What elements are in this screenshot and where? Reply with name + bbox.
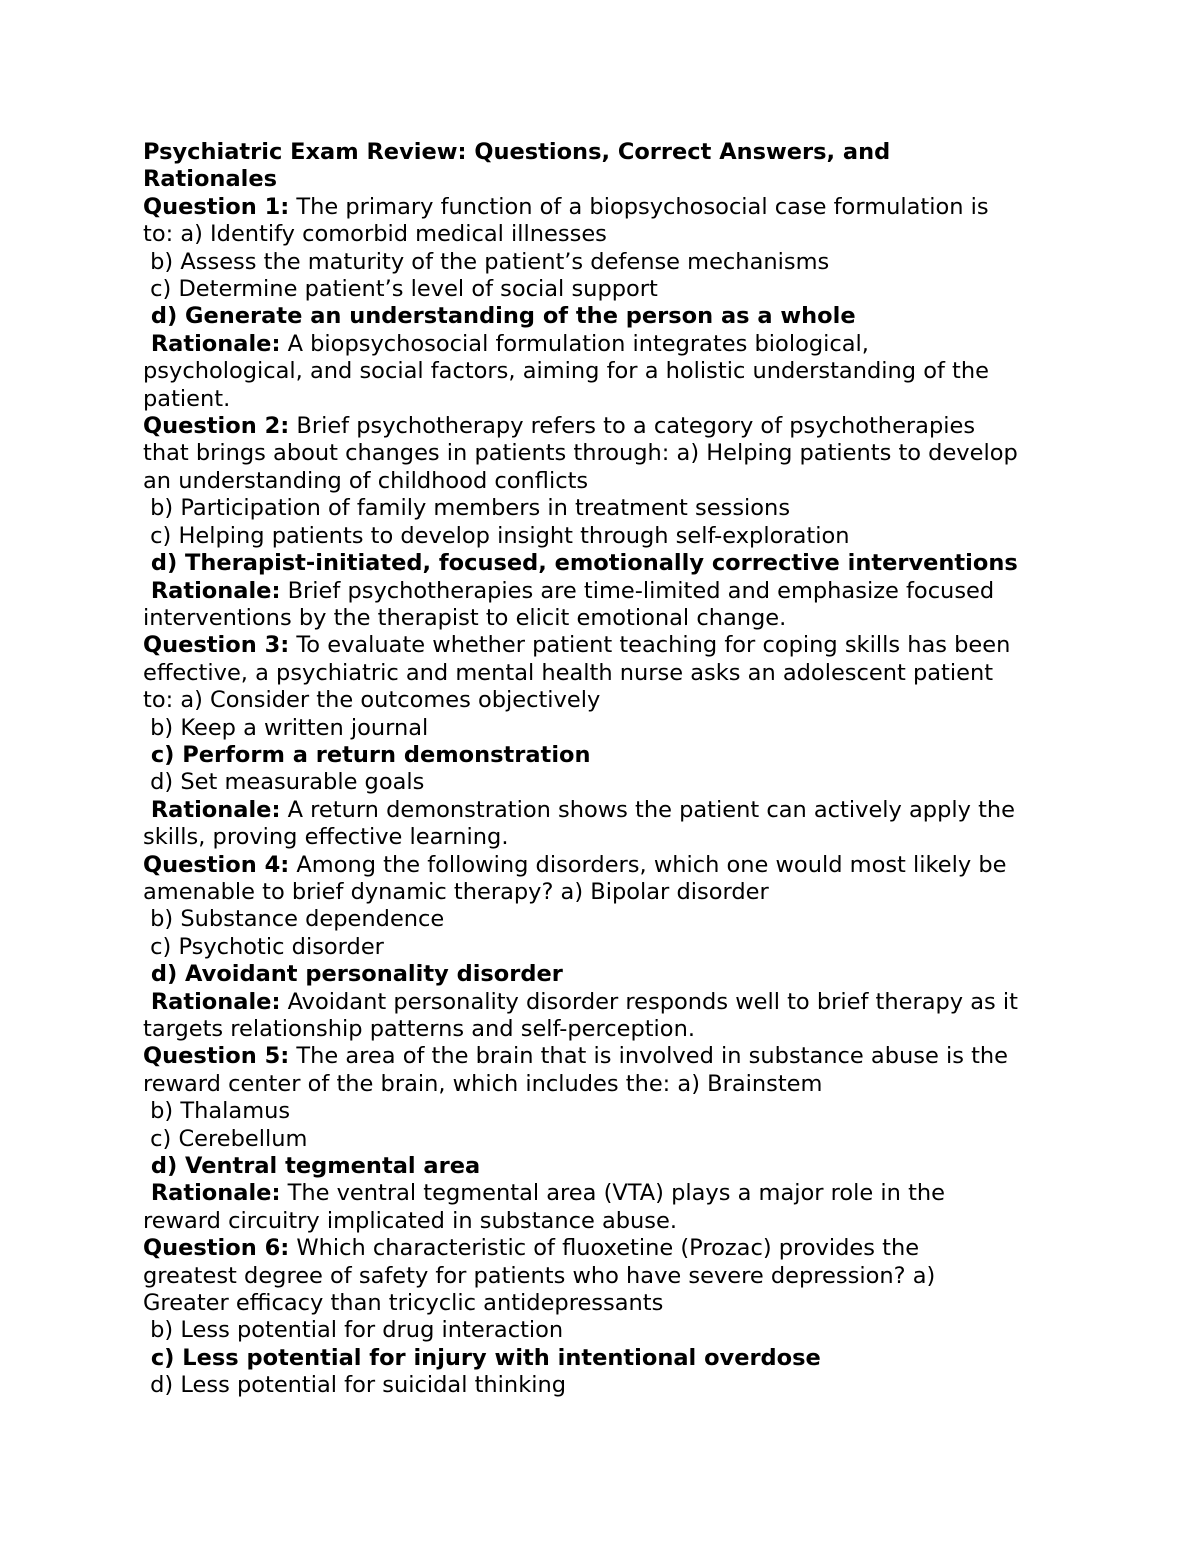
question-stem-line — [143, 852, 1063, 879]
question-block — [143, 194, 1063, 413]
question-stem-text: greatest degree of safety for patients who have severe depression? a) — [143, 1262, 936, 1289]
rationale-line — [143, 824, 1063, 851]
question-label: Question 4: — [143, 851, 290, 878]
rationale-text: A biopsychosocial formulation integrates biological, — [280, 330, 869, 357]
rationale-line — [143, 1180, 1063, 1207]
question-stem-text: Brief psychotherapy refers to a category of psychotherapies — [289, 413, 976, 440]
answer-option: b) Substance dependence — [143, 906, 445, 933]
question-stem-text: The primary function of a biopsychosocial case formulation is — [289, 193, 989, 220]
question-stem-text: amenable to brief dynamic therapy? a) Bipolar disorder — [143, 878, 769, 905]
rationale-label: Rationale: — [143, 988, 281, 1015]
question-block — [143, 1235, 1063, 1399]
question-stem-text: Among the following disorders, which one would most likely be — [289, 851, 1007, 878]
question-stem-text: an understanding of childhood conflicts — [143, 467, 589, 494]
question-stem-line — [143, 413, 1063, 440]
question-stem-text: effective, a psychiatric and mental health nurse asks an adolescent patient — [143, 659, 994, 686]
document-title-line-1: Psychiatric Exam Review: Questions, Correct Answers, and — [143, 139, 891, 165]
question-label: Question 6: — [143, 1235, 290, 1262]
rationale-line — [143, 578, 1063, 605]
rationale-label: Rationale: — [143, 330, 281, 357]
rationale-line — [143, 989, 1063, 1016]
answer-option: b) Less potential for drug interaction — [143, 1317, 564, 1344]
question-stem-line — [143, 1290, 1063, 1317]
document-title-line-2: Rationales — [143, 166, 278, 193]
question-block — [143, 1043, 1063, 1235]
answer-option: c) Cerebellum — [143, 1125, 308, 1152]
question-stem-line — [143, 194, 1063, 221]
question-stem-text: to: a) Identify comorbid medical illnesses — [143, 221, 607, 248]
question-stem-line — [143, 221, 1063, 248]
answer-option: c) Helping patients to develop insight through self-exploration — [143, 522, 850, 549]
rationale-line — [143, 605, 1063, 632]
rationale-label: Rationale: — [143, 796, 281, 823]
rationale-text: The ventral tegmental area (VTA) plays a major role in the — [280, 1180, 946, 1207]
answer-option: b) Keep a written journal — [143, 714, 429, 741]
rationale-line — [143, 386, 1063, 413]
question-stem-line — [143, 1043, 1063, 1070]
question-stem-text: to: a) Consider the outcomes objectively — [143, 687, 601, 714]
question-stem-line — [143, 660, 1063, 687]
rationale-label: Rationale: — [143, 577, 281, 604]
correct-answer-option: c) Less potential for injury with intentional overdose — [143, 1344, 821, 1371]
question-stem-line — [143, 440, 1063, 467]
question-label: Question 1: — [143, 193, 290, 220]
question-list — [143, 194, 1063, 1400]
rationale-text: skills, proving effective learning. — [143, 824, 509, 851]
rationale-line — [143, 1208, 1063, 1235]
question-stem-line — [143, 468, 1063, 495]
correct-answer-option: d) Generate an understanding of the person as a whole — [143, 303, 856, 330]
answer-option: b) Participation of family members in treatment sessions — [143, 495, 791, 522]
rationale-label: Rationale: — [143, 1180, 281, 1207]
question-block — [143, 632, 1063, 851]
rationale-line — [143, 797, 1063, 824]
question-stem-line — [143, 1071, 1063, 1098]
document-page — [143, 139, 1063, 1400]
rationale-text: psychological, and social factors, aiming for a holistic understanding of the — [143, 358, 989, 385]
rationale-line — [143, 358, 1063, 385]
question-label: Question 5: — [143, 1043, 290, 1070]
question-label: Question 2: — [143, 413, 290, 440]
rationale-text: reward circuitry implicated in substance abuse. — [143, 1207, 678, 1234]
answer-option: d) Less potential for suicidal thinking — [143, 1372, 567, 1399]
question-block — [143, 852, 1063, 1044]
correct-answer-option: d) Ventral tegmental area — [143, 1153, 481, 1180]
answer-option: c) Psychotic disorder — [143, 933, 384, 960]
question-stem-text: reward center of the brain, which includes the: a) Brainstem — [143, 1070, 823, 1097]
correct-answer-option: d) Therapist-initiated, focused, emotionally corrective interventions — [143, 550, 1018, 577]
question-stem-line — [143, 879, 1063, 906]
question-stem-line — [143, 687, 1063, 714]
question-stem-line — [143, 1263, 1063, 1290]
rationale-text: patient. — [143, 385, 231, 412]
rationale-text: interventions by the therapist to elicit emotional change. — [143, 604, 787, 631]
rationale-line — [143, 1016, 1063, 1043]
question-block — [143, 413, 1063, 632]
question-stem-text: that brings about changes in patients through: a) Helping patients to develop — [143, 440, 1018, 467]
rationale-line — [143, 331, 1063, 358]
answer-option: b) Thalamus — [143, 1098, 291, 1125]
rationale-text: A return demonstration shows the patient can actively apply the — [280, 796, 1015, 823]
answer-option: d) Set measurable goals — [143, 769, 425, 796]
question-stem-line — [143, 1235, 1063, 1262]
answer-option: c) Determine patient’s level of social support — [143, 276, 658, 303]
question-stem-text: Which characteristic of fluoxetine (Prozac) provides the — [289, 1235, 920, 1262]
correct-answer-option: d) Avoidant personality disorder — [143, 961, 563, 988]
rationale-text: Brief psychotherapies are time-limited and emphasize focused — [280, 577, 995, 604]
question-stem-text: Greater efficacy than tricyclic antidepressants — [143, 1290, 664, 1317]
answer-option: b) Assess the maturity of the patient’s defense mechanisms — [143, 248, 830, 275]
question-stem-text: The area of the brain that is involved in substance abuse is the — [289, 1043, 1009, 1070]
question-stem-text: To evaluate whether patient teaching for coping skills has been — [289, 632, 1011, 659]
question-stem-line — [143, 632, 1063, 659]
rationale-text: targets relationship patterns and self-perception. — [143, 1016, 695, 1042]
rationale-text: Avoidant personality disorder responds well to brief therapy as it — [280, 988, 1018, 1015]
question-label: Question 3: — [143, 632, 290, 659]
correct-answer-option: c) Perform a return demonstration — [143, 741, 591, 768]
